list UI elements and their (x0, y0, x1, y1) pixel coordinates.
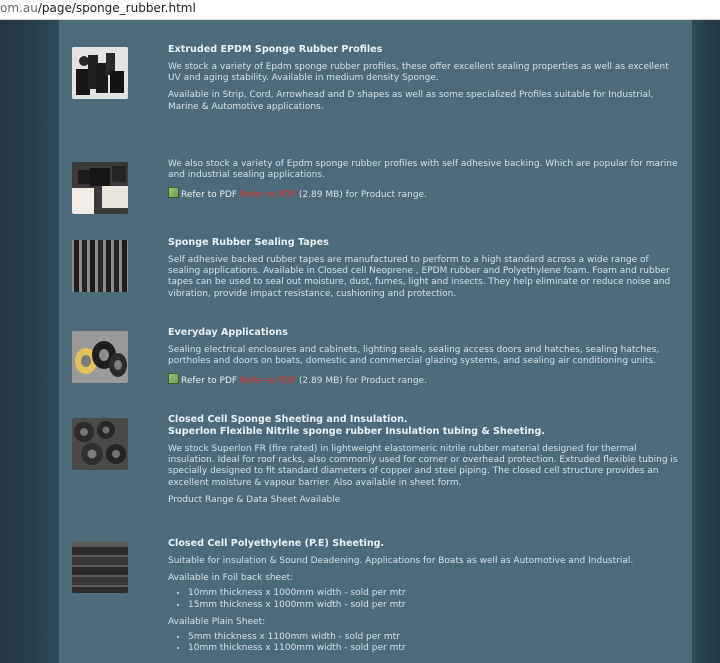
sealing-tapes-image (72, 240, 128, 292)
pdf-reference (168, 187, 678, 201)
section-paragraph: We stock a variety of Epdm sponge rubber profiles, these offer excellent sealing properties as well as excellent UV and aging stability. Available in medium density Sponge. (168, 62, 669, 84)
section-paragraph: Product Range & Data Sheet Available (168, 494, 341, 505)
section-paragraph: Self adhesive backed rubber tapes are manufactured to perform to a high standard across a wide range of sealing applications. Available in Closed cell Neoprene , EPDM rubber and Polyethylene foam. Foam and rubber tapes can be used to seal out moisture, dust, fumes, light and insects. They help eliminate or reduce noise and vibration, provide impact resistance, cushioning and protection. (168, 255, 671, 299)
list-item: • 15mm thickness x 1000mm width - sold per mtr (188, 600, 678, 611)
pdf-size-text: (2.89 MB) for Product range. (296, 376, 427, 387)
plain-sheet-list (168, 632, 678, 654)
broken-image-icon (168, 187, 179, 198)
section-title: Closed Cell Sponge Sheeting and Insulation. (168, 414, 408, 425)
section-paragraph: Suitable for insulation & Sound Deadening. Applications for Boats as well as Automotive and Industrial. (168, 556, 634, 566)
section-paragraph: Available in Strip, Cord, Arrowhead and D shapes as well as some specialized Profiles suitable for Industrial, Marine & Automotive applications. (168, 90, 654, 112)
url-path: /page/sponge_rubber.html (37, 1, 196, 15)
section-title: Everyday Applications (168, 327, 288, 338)
superlon-insulation-image (72, 418, 128, 470)
page-background-left (0, 20, 59, 663)
address-bar[interactable] (0, 0, 720, 20)
section-title: Sponge Rubber Sealing Tapes (168, 237, 329, 248)
section-paragraph: We also stock a variety of Epdm sponge rubber profiles with self adhesive backing. Which are popular for marine and industrial sealing applications. (168, 159, 678, 181)
pdf-size-text: (2.89 MB) for Product range. (296, 190, 427, 201)
list-item: • 10mm thickness x 1000mm width - sold per mtr (188, 588, 678, 599)
everyday-applications-image (72, 331, 128, 383)
section-title: Extruded EPDM Sponge Rubber Profiles (168, 44, 383, 55)
foil-sheet-list (168, 588, 678, 610)
adhesive-profiles-image (72, 162, 128, 214)
section-paragraph: We stock Superlon FR (fire rated) in lightweight elastomeric nitrile rubber material designed for thermal insulation. Ideal for roof racks, also commonly used for corner or overhead protection. Extruded flexible tubing is specially designed to fit standard diameters of copper and steel piping. The closed cell structure provides an excellent moisture & vapour barrier. Also available in sheet form. (168, 444, 678, 488)
polyethylene-sheeting-image (72, 541, 128, 593)
list-item: • 5mm thickness x 1100mm width - sold per mtr (188, 632, 678, 643)
section-paragraph: Available in Foil back sheet: (168, 573, 294, 584)
broken-image-icon (168, 373, 179, 384)
pdf-image-alt[interactable]: Refer to PDF (181, 376, 238, 387)
pdf-link[interactable]: Refer to PDF (239, 190, 297, 201)
plain-sheet-label: Available Plain Sheet: (168, 616, 266, 627)
list-item: • 10mm thickness x 1100mm width - sold per mtr (188, 643, 678, 654)
url-host: om.au (0, 1, 38, 15)
content-panel (59, 20, 692, 663)
epdm-profiles-image (72, 47, 128, 99)
pdf-link[interactable]: Refer to PDF (239, 376, 297, 387)
section-paragraph: Sealing electrical enclosures and cabinets, lighting seals, sealing access doors and hatches, sealing hatches, portholes and doors on boats, domestic and commercial glazing systems, and sealing air conditioning units. (168, 345, 660, 367)
pdf-reference (168, 373, 678, 387)
page-background-right (692, 20, 720, 663)
pdf-image-alt[interactable]: Refer to PDF (181, 190, 238, 201)
section-subtitle: Superlon Flexible Nitrile sponge rubber Insulation tubing & Sheeting. (168, 426, 545, 437)
section-title: Closed Cell Polyethylene (P.E) Sheeting. (168, 538, 385, 549)
